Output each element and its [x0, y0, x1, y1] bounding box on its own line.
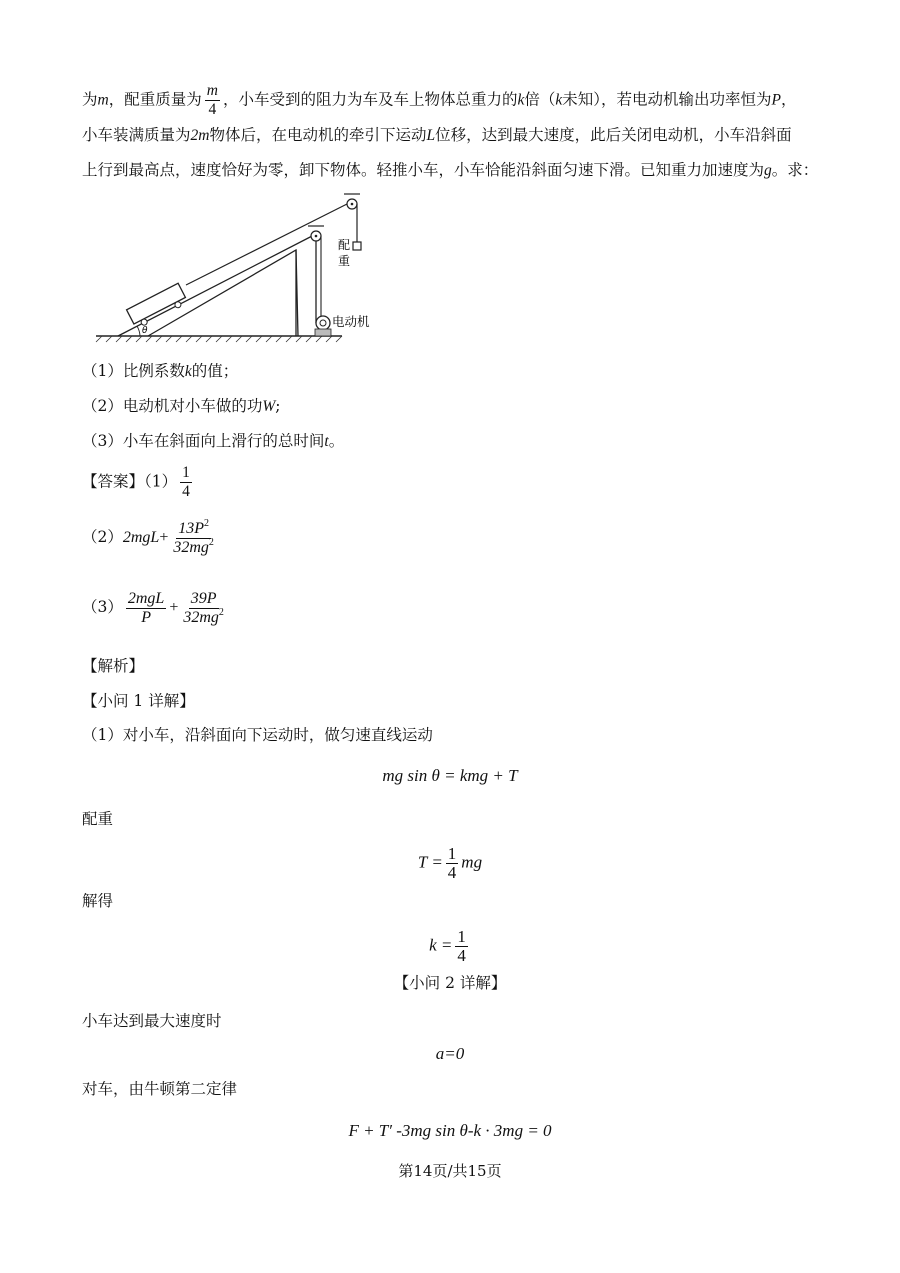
fraction-numerator: 39P [190, 590, 217, 607]
answer-2 [82, 520, 219, 557]
var-k: k [517, 91, 525, 109]
equation-4: a=0 [435, 1044, 465, 1063]
text-segment: 上行到最高点，速度恰好为零，卸下物体。轻推小车，小车恰能沿斜面匀速下滑。已知重力加速度为 [82, 161, 765, 179]
math-term: 2mgL [122, 529, 160, 547]
fraction-denominator: 4 [182, 483, 190, 500]
text-segment: （1）比例系数 [82, 362, 185, 380]
fraction-denominator: 32mg [183, 609, 219, 626]
var-g: g [764, 162, 772, 179]
math-operator: + [169, 599, 179, 617]
answer-label: （3） [82, 598, 123, 617]
var-t: t [324, 433, 329, 450]
question-2 [82, 395, 281, 418]
answer-3 [82, 590, 229, 627]
fraction-numerator: 1 [447, 844, 457, 863]
subquestion-2-heading: 【小问 2 详解】 [393, 974, 507, 992]
text-segment: ，配重质量为 [108, 90, 202, 109]
fraction-denominator: P [141, 609, 151, 626]
exponent: 2 [218, 607, 224, 618]
fraction-numerator: 1 [457, 927, 466, 946]
var-k: k [184, 363, 192, 380]
equation-2 [0, 845, 900, 882]
ground-hatching [96, 336, 342, 342]
fraction-numerator: m [206, 82, 218, 99]
solve-text: 解得 [82, 892, 114, 910]
counterweight-label: 重 [338, 254, 351, 268]
subquestion-1-text: （1）对小车，沿斜面向下运动时，做匀速直线运动 [82, 726, 433, 744]
fraction-numerator: 2mgL [127, 590, 165, 607]
counterweight-text: 配重 [82, 810, 114, 828]
incline-surface [118, 234, 316, 336]
fraction-one-quarter [446, 845, 459, 882]
counterweight-label: 配 [338, 238, 351, 252]
cart [127, 283, 189, 329]
fraction-one-quarter [455, 928, 468, 965]
page-footer: 第14页/共15页 [398, 1162, 502, 1180]
math-operator: + [159, 529, 169, 547]
math-term: T = [417, 852, 443, 872]
equation-3 [0, 928, 900, 965]
analysis-label: 【解析】 [82, 657, 145, 675]
rope-cart-to-top-pulley [186, 203, 349, 285]
fraction-denominator: 4 [208, 101, 217, 118]
fraction-answer-3b [181, 590, 226, 627]
var-2m: 2m [190, 127, 210, 144]
subquestion-1-heading: 【小问 1 详解】 [82, 692, 195, 710]
problem-line-1 [82, 82, 797, 119]
var-P: P [771, 91, 781, 109]
exponent: 2 [204, 518, 210, 529]
question-1 [82, 360, 238, 383]
text-segment: ， [780, 90, 797, 109]
theta-label: θ [142, 326, 148, 336]
subquestion-2-text: 小车达到最大速度时 [82, 1012, 222, 1030]
var-W: W [262, 398, 276, 415]
motor-label: 电动机 [332, 314, 370, 329]
math-term: mg [461, 852, 483, 872]
incline-pulley-diagram [90, 188, 390, 353]
fraction-answer-3a [126, 590, 166, 627]
var-L: L [426, 127, 436, 144]
fraction-denominator: 4 [447, 863, 457, 882]
text-segment: 的值； [191, 362, 239, 380]
math-term: k = [429, 935, 453, 955]
fraction-denominator: 32mg [173, 539, 209, 556]
text-segment: 倍（ [524, 90, 556, 109]
problem-line-3 [82, 159, 818, 182]
text-segment: 为 [82, 90, 98, 109]
question-3 [82, 430, 344, 453]
answer-1 [82, 464, 195, 501]
fraction-numerator: 1 [182, 464, 190, 481]
text-segment: 物体后，在电动机的牵引下运动 [209, 126, 427, 144]
answer-label: 【答案】（1） [82, 472, 178, 491]
text-segment: 未知），若电动机输出功率恒为 [562, 90, 772, 109]
problem-line-2 [82, 124, 792, 147]
text-segment: （3）小车在斜面向上滑行的总时间 [82, 432, 325, 450]
text-segment: ，小车受到的阻力为车及车上物体总重力的 [222, 90, 518, 109]
fraction-denominator: 4 [457, 946, 466, 965]
text-segment: 。求： [771, 161, 819, 179]
answer-label: （2） [82, 528, 123, 547]
text-segment: 小车装满质量为 [82, 126, 191, 144]
fraction-answer-2 [171, 520, 216, 557]
fraction-numerator: 13P [178, 520, 205, 537]
text-segment: 位移，达到最大速度，此后关闭电动机，小车沿斜面 [435, 126, 792, 144]
var-m: m [97, 91, 109, 109]
text-segment: 。 [328, 432, 345, 450]
text-segment: （2）电动机对小车做的功 [82, 397, 263, 415]
text-segment: ; [275, 397, 281, 415]
fraction-m-over-4 [205, 82, 220, 119]
motor-base [315, 329, 331, 336]
equation-5: F + T′ -3mg sin θ-k · 3mg = 0 [348, 1121, 552, 1140]
counterweight [353, 242, 361, 250]
equation-1: mg sin θ = kmg + T [382, 766, 518, 785]
fraction-answer-1 [180, 464, 192, 501]
var-k: k [555, 91, 563, 109]
exponent: 2 [208, 537, 214, 548]
angle-arc [137, 326, 140, 336]
newton-text: 对车，由牛顿第二定律 [82, 1080, 238, 1098]
